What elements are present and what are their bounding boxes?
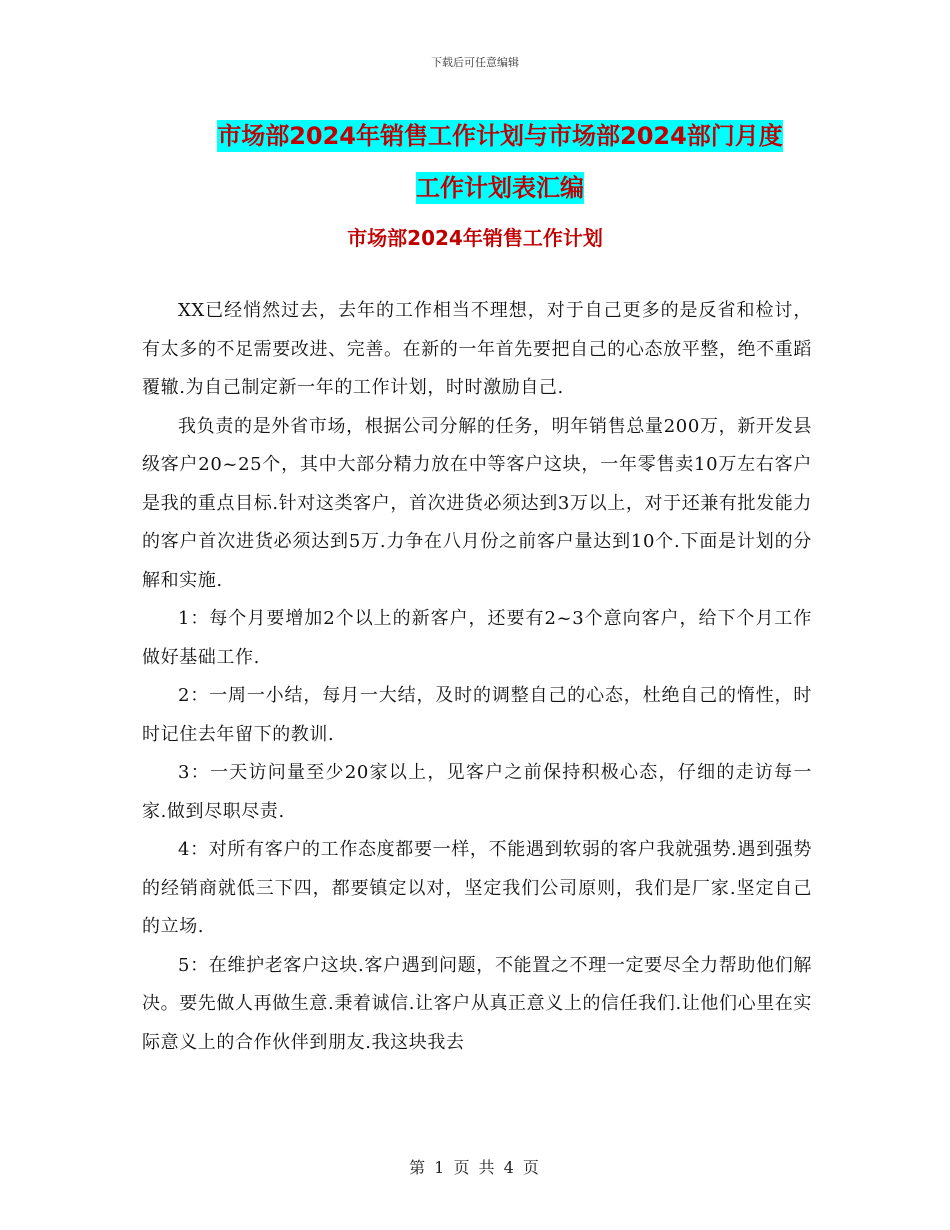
paragraph-4: 2：一周一小结，每月一大结，及时的调整自己的心态，杜绝自己的惰性，时时记住去年留下的教训.	[142, 685, 812, 745]
paragraph-1: XX已经悄然过去，去年的工作相当不理想，对于自己更多的是反省和检讨，有太多的不足需要改进、完善。在新的一年首先要把自己的心态放平整，绝不重蹈覆辙.为自己制定新一年的工作计划，时时激励自己.	[142, 300, 812, 398]
document-title-line-1: 市场部2024年销售工作计划与市场部2024部门月度	[217, 122, 783, 150]
paragraph-7: 5：在维护老客户这块.客户遇到问题，不能置之不理一定要尽全力帮助他们解决。要先做人再做生意.秉着诚信.让客户从真正意义上的信任我们.让他们心里在实际意义上的合作伙伴到朋友.我这块我去	[142, 954, 812, 1053]
paragraph-2: 我负责的是外省市场，根据公司分解的任务，明年销售总量200万，新开发县级客户20~25个，其中大部分精力放在中等客户这块，一年零售卖10万左右客户是我的重点目标.针对这类客户，首次进货必须达到3万以上，对于还兼有批发能力的客户首次进货必须达到5万.力争在八月份之前客户量达到10个.下面是计划的分解和实施.	[142, 415, 812, 591]
document-title-line-2: 工作计划表汇编	[416, 174, 584, 202]
paragraph-6: 4：对所有客户的工作态度都要一样，不能遇到软弱的客户我就强势.遇到强势的经销商就低三下四，都要镇定以对，坚定我们公司原则，我们是厂家.坚定自己的立场.	[142, 839, 812, 937]
page-footer: 第 1 页 共 4 页	[409, 1158, 541, 1177]
paragraph-5: 3：一天访问量至少20家以上，见客户之前保持积极心态，仔细的走访每一家.做到尽职尽责.	[142, 762, 812, 822]
body-text	[142, 292, 812, 1062]
section-heading: 市场部2024年销售工作计划	[347, 226, 603, 250]
document-title	[140, 110, 860, 214]
paragraph-3: 1：每个月要增加2个以上的新客户，还要有2~3个意向客户，给下个月工作做好基础工作.	[142, 608, 812, 668]
header-note: 下载后可任意编辑	[431, 56, 519, 69]
